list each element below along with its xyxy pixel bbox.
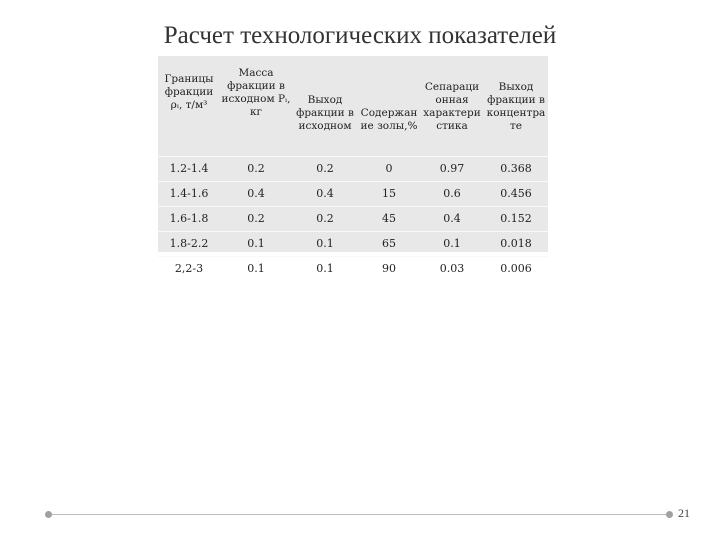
table-cell: 15 — [358, 182, 420, 207]
table-cell: 90 — [358, 257, 420, 282]
data-table — [158, 56, 548, 281]
table-cell: 0.4 — [292, 182, 358, 207]
table-cell: 0.018 — [484, 232, 548, 257]
header-fraction-bounds: Границы фракции ρᵢ, т/м³ — [164, 73, 214, 111]
table-row — [158, 207, 548, 232]
table-cell: 0.6 — [420, 182, 484, 207]
table-cell: 65 — [358, 232, 420, 257]
table-cell: 0.456 — [484, 182, 548, 207]
header-fraction-yield: Выход фракции в исходном — [296, 94, 354, 132]
table-row — [158, 232, 548, 257]
header-ash-content: Содержан ие золы,% — [360, 107, 418, 132]
header-fraction-mass: Масса фракции в исходном Pᵢ, кг — [221, 67, 291, 118]
table-cell: 0 — [358, 157, 420, 182]
table-cell: 0.2 — [220, 207, 292, 232]
table-cell: 2,2-3 — [158, 257, 220, 282]
slide-title: Расчет технологических показателей — [163, 22, 557, 49]
table-row — [158, 182, 548, 207]
data-table-container — [158, 56, 548, 275]
table-row — [158, 257, 548, 282]
page-number: 21 — [678, 506, 690, 520]
table-cell: 45 — [358, 207, 420, 232]
table-cell: 0.2 — [220, 157, 292, 182]
table-cell: 0.1 — [292, 257, 358, 282]
header-separation-characteristic: Сепараци онная характери стика — [423, 81, 481, 132]
footer-dot-right — [666, 511, 673, 518]
table-cell: 0.1 — [220, 257, 292, 282]
table-cell: 1.2-1.4 — [158, 157, 220, 182]
table-cell: 0.1 — [220, 232, 292, 257]
table-cell: 1.6-1.8 — [158, 207, 220, 232]
table-cell: 0.97 — [420, 157, 484, 182]
table-cell: 0.4 — [420, 207, 484, 232]
footer-divider — [52, 514, 666, 515]
table-cell: 0.03 — [420, 257, 484, 282]
table-row — [158, 157, 548, 182]
footer-dot-left — [45, 511, 52, 518]
table-cell: 0.1 — [420, 232, 484, 257]
table-cell: 0.2 — [292, 157, 358, 182]
table-cell: 1.8-2.2 — [158, 232, 220, 257]
table-cell: 0.4 — [220, 182, 292, 207]
table-cell: 0.1 — [292, 232, 358, 257]
table-cell: 0.2 — [292, 207, 358, 232]
table-cell: 0.368 — [484, 157, 548, 182]
table-cell: 1.4-1.6 — [158, 182, 220, 207]
header-concentrate-yield: Выход фракции в концентра те — [486, 81, 546, 132]
table-cell: 0.152 — [484, 207, 548, 232]
table-header-row — [158, 56, 548, 157]
table-cell: 0.006 — [484, 257, 548, 282]
